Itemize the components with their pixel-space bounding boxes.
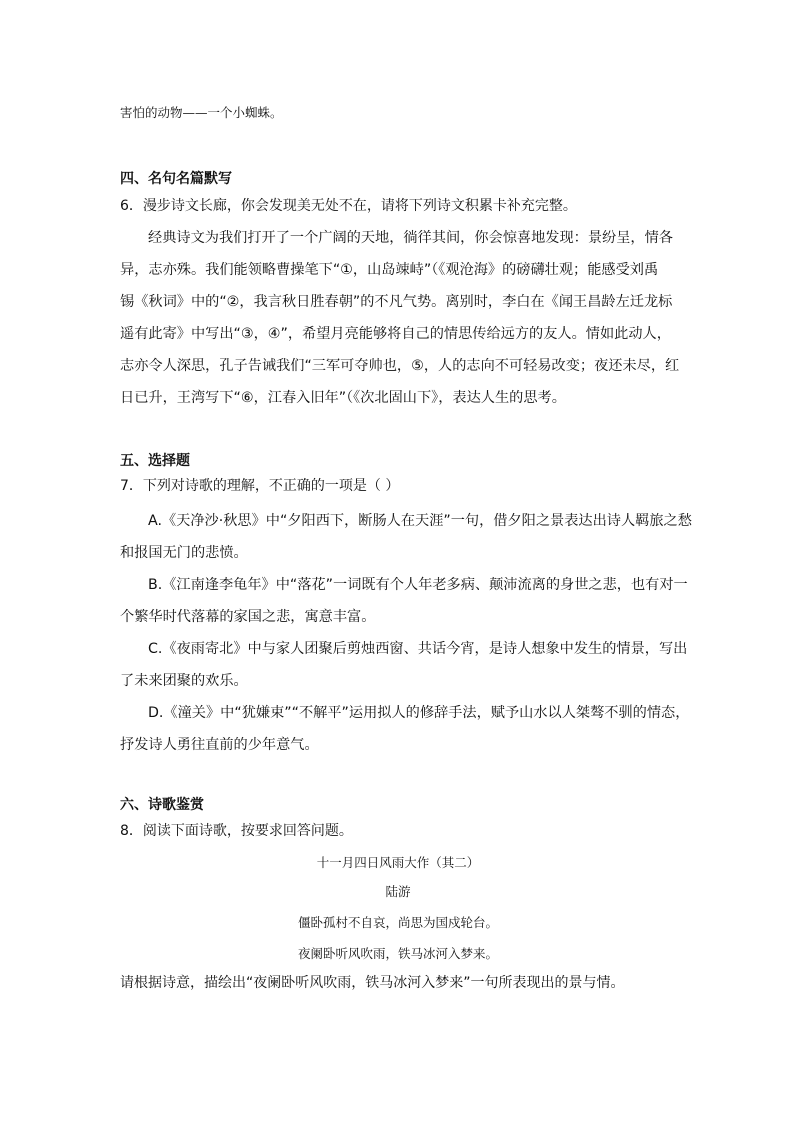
poem-line: 夜阑卧听风吹雨，铁马冰河入梦来。 [297,946,498,961]
section-4-heading: 四、名句名篇默写 [120,171,232,187]
poem-author: 陆游 [385,884,411,899]
passage-line: 志亦令人深思，孔子告诫我们“三军可夺帅也，⑤，人的志向不可轻易改变；夜还未尽，红 [120,358,680,374]
question-8-prompt: 8．阅读下面诗歌，按要求回答问题。 [120,823,353,839]
section-6-heading: 六、诗歌鉴赏 [120,797,204,813]
poem-line: 僵卧孤村不自哀，尚思为国戍轮台。 [297,915,498,930]
passage-line: 锡《秋词》中的“②，我言秋日胜春朝”的不凡气势。离别时，李白在《闻王昌龄左迁龙标 [120,294,673,310]
question-7-options [120,505,692,761]
question-8-instruction: 请根据诗意，描绘出“夜阑卧听风吹雨，铁马冰河入梦来”一句所表现出的景与情。 [120,975,625,991]
option-d-line: 抒发诗人勇往直前的少年意气。 [120,737,319,753]
option-a-line: 和报国无门的悲愤。 [120,545,248,561]
option-c-line: 了未来团聚的欢乐。 [120,673,248,689]
question-6-prompt: 6．漫步诗文长廊，你会发现美无处不在，请将下列诗文积累卡补充完整。 [120,198,577,214]
question-7-prompt: 7．下列对诗歌的理解，不正确的一项是（ ） [120,478,400,494]
option-c-line: C.《夜雨寄北》中与家人团聚后剪烛西窗、共话今宵，是诗人想象中发生的情景，写出 [148,641,688,657]
section-5-heading: 五、选择题 [120,453,190,469]
passage-line: 异，志亦殊。我们能领略曹操笔下“①，山岛竦峙”（《观沧海》的磅礴壮观；能感受刘禹 [120,262,659,278]
poem-title: 十一月四日风雨大作（其二） [316,855,480,870]
option-b-line: B.《江南逢李龟年》中“落花”一词既有个人年老多病、颠沛流离的身世之悲，也有对一 [148,577,688,593]
option-b-line: 个繁华时代落幕的家国之悲，寓意丰富。 [120,609,376,625]
question-6-passage [120,222,680,414]
option-a-line: A.《天净沙·秋思》中“夕阳西下，断肠人在天涯”一句，借夕阳之景表达出诗人羁旅之愁 [148,513,692,529]
passage-line: 遥有此寄》中写出“③，④”，希望月亮能够将自己的情思传给远方的友人。情如此动人， [120,326,671,342]
passage-line: 经典诗文为我们打开了一个广阔的天地，徜徉其间，你会惊喜地发现：景纷呈，情各 [148,230,673,246]
passage-line: 日已升，王湾写下“⑥，江春入旧年”（《次北固山下》，表达人生的思考。 [120,390,566,406]
option-d-line: D.《潼关》中“犹嫌束”“不解平”运用拟人的修辞手法，赋予山水以人桀骜不驯的情态， [148,705,690,721]
continued-text-line: 害怕的动物——一个小蜘蛛。 [120,105,283,120]
